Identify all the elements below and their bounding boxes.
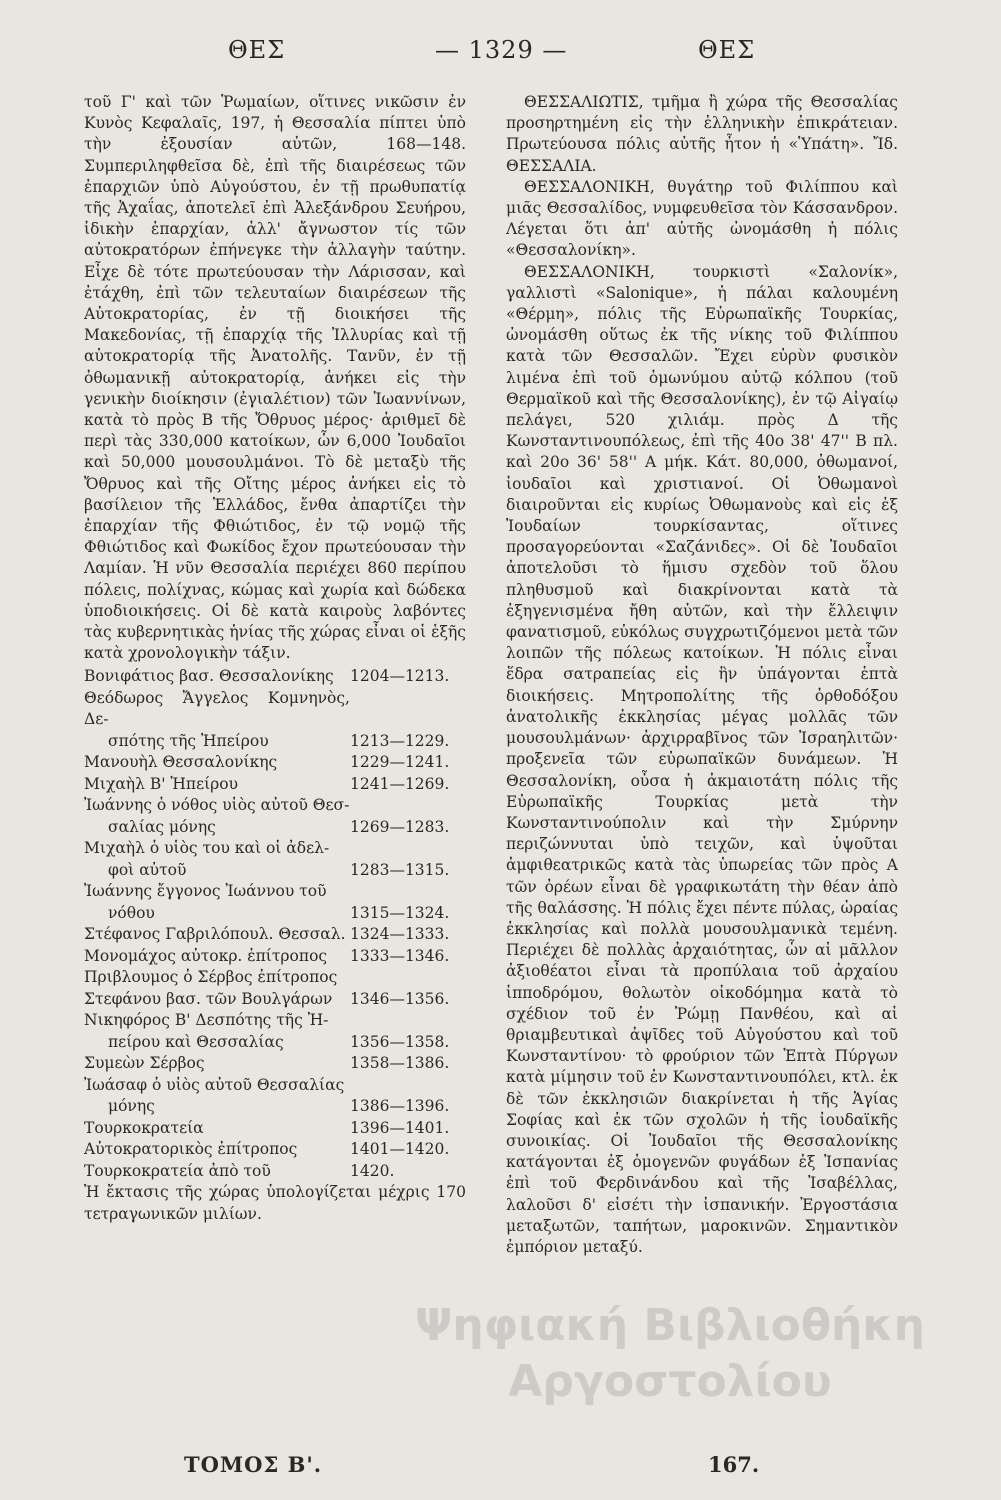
ruler-dates: 1401—1420. [350, 1140, 450, 1159]
ruler-name [84, 1118, 350, 1140]
page-header [0, 36, 1001, 76]
ruler-row [84, 1161, 466, 1183]
ruler-row [84, 688, 466, 753]
library-watermark: Ψηφιακή Βιβλιοθήκη Αργοστολίου [415, 1300, 925, 1407]
ruler-dates: 1315—1324. [350, 903, 450, 922]
ruler-name-text: Αὐτοκρατορικὸς ἐπίτροπος [84, 1140, 298, 1159]
ruler-name [84, 1010, 350, 1053]
ruler-name [84, 1139, 350, 1161]
ruler-dates: 1396—1401. [350, 1118, 450, 1137]
entry-thessaloniki-person: ΘΕΣΣΑΛΟΝΙΚΗ, θυγάτηρ τοῦ Φιλίππου καὶ μιᾶς Θεσσαλίδος, νυμφευθεῖσα τὸν Κάσσανδρον. Λέγεται ὅτι ἀπ' αὐτῆς ὠνομάσθη ἡ πόλις «Θεσσαλονίκη». [506, 177, 898, 260]
ruler-name [84, 1053, 350, 1075]
ruler-name [84, 774, 350, 796]
ruler-name-text: Μανουὴλ Θεσσαλονίκης [84, 753, 278, 772]
ruler-name-text: Τουρκοκρατεία ἀπὸ τοῦ [84, 1161, 271, 1180]
ruler-name [84, 838, 350, 881]
ruler-name [84, 752, 350, 774]
entry-thessaloniki-city: ΘΕΣΣΑΛΟΝΙΚΗ, τουρκιστὶ «Σαλονίκ», γαλλιστὶ «Salonique», ἡ πάλαι καλουμένη «Θέρμη», πόλις τῆς Εὐρωπαϊκῆς Τουρκίας, ὠνομάσθη οὕτως ἐκ τῆς νίκης τοῦ Φιλίππου κατὰ τῶν Θεσσαλῶν. Ἔχει εὐρὺν φυσικὸν λιμένα ἐπὶ τοῦ ὁμωνύμου αὐτῷ κόλπου (τοῦ Θερμαϊκοῦ καὶ τῆς Θεσσαλονίκης), ἐν τῷ Αἰγαίῳ πελάγει, 520 χιλιάμ. πρὸς Δ τῆς Κωνσταντινουπόλεως, ἐπὶ τῆς 40ο 38' 47'' Β πλ. καὶ 20ο 36' 58'' Α μήκ. Κάτ. 80,000, ὀθωμανοί, ἰουδαῖοι καὶ χριστιανοί. Οἱ Ὀθωμανοὶ διαιροῦνται εἰς κυρίως Ὀθωμανοὺς καὶ εἰς ἐξ Ἰουδαίων τουρκίσαντας, οἵτινες προσαγορεύονται «Σαζάνιδες». Οἱ δὲ Ἰουδαῖοι ἀποτελοῦσι τὸ ἥμισυ σχεδὸν τοῦ ὅλου πληθυσμοῦ καὶ διακρίνονται κατὰ τὰ ἐξηγενισμένα ἤθη αὐτῶν, καὶ τὴν ἔλλειψιν φανατισμοῦ, εὐκόλως συγχρωτιζόμενοι μετὰ τῶν λοιπῶν τῆς πόλεως κατοίκων. Ἡ πόλις εἶναι ἕδρα σατραπείας εἰς ἣν ὑπάγονται ἑπτὰ διοικήσεις. Μητροπολίτης τῆς ὀρθοδόξου ἀνατολικῆς ἐκκλησίας μέγας μολλᾶς τῶν μουσουλμάνων· ἀρχιρραβῖνος τῶν Ἰσραηλιτῶν· προξενεῖα τῶν εὐρωπαϊκῶν δυνάμεων. Ἡ Θεσσαλονίκη, οὖσα ἡ ἀκμαιοτάτη πόλις τῆς Εὐρωπαϊκῆς Τουρκίας μετὰ τὴν Κωνσταντινούπολιν καὶ τὴν Σμύρνην περιζώννυται ὑπὸ τειχῶν, καὶ ὑψοῦται ἀμφιθεατρικῶς κατὰ τὰς ὑπωρείας τῶν πρὸς Α τῶν ὀρέων εἶναι δὲ γραφικωτάτη τὴν θέαν ἀπὸ τῆς θαλάσσης. Ἡ πόλις ἔχει πέντε πύλας, ὡραίας ἐκκλησίας καὶ πολλὰ μουσουλμανικὰ τεμένη. Περιέχει δὲ πολλὰς ἀρχαιότητας, ὧν αἱ μᾶλλον ἀξιοθέατοι εἶναι τὰ προπύλαια τοῦ ἀρχαίου ἱπποδρόμου, θολωτὸν οἰκοδόμημα κατὰ τὸ σχέδιον τοῦ ἐν Ῥώμῃ Πανθέου, καὶ αἱ θριαμβευτικαὶ ἀψῖδες τοῦ Αὐγούστου καὶ τοῦ Κωνσταντίνου· τὸ φρούριον τῶν Ἑπτὰ Πύργων κατὰ μίμησιν τοῦ ἐν Κωνσταντινουπόλει, κτλ. ἐκ δὲ τῶν ἐκκλησιῶν διακρίνεται ἡ τῆς Ἁγίας Σοφίας καὶ ἐκ τῶν σχολῶν ἡ τῆς ἰουδαϊκῆς συνοικίας. Οἱ Ἰουδαῖοι τῆς Θεσσαλονίκης κατάγονται ἐξ ὁμογενῶν φυγάδων ἐξ Ἱσπανίας ἐπὶ τοῦ Φερδινάνδου καὶ τῆς Ἰσαβέλλας, λαλοῦσι δ' εἰσέτι τὴν ἱσπανικήν. Ἐργοστάσια μεταξωτῶν, ταπήτων, μαροκινῶν. Σημαντικὸν ἐμπόριον μεταξύ. [506, 262, 898, 1256]
ruler-name-text: Θεόδωρος Ἄγγελος Κομνηνὸς, Δε- [84, 688, 350, 729]
rulers-list [84, 666, 466, 1182]
ruler-dates: 1241—1269. [350, 774, 450, 793]
ruler-row [84, 989, 466, 1011]
ruler-name-text: Ἰωάννης ἔγγονος Ἰωάννου τοῦ [84, 882, 327, 901]
left-paragraph: τοῦ Γ' καὶ τῶν Ῥωμαίων, οἵτινες νικῶσιν ἐν Κυνὸς Κεφαλαῖς, 197, ἡ Θεσσαλία πίπτει ὑπὸ τὴν ἐξουσίαν αὐτῶν, 168—148. Συμπεριληφθεῖσα δὲ, ἐπὶ τῆς διαιρέσεως τῶν ἐπαρχιῶν ὑπὸ Αὐγούστου, ἐν τῇ πρωθυπατίᾳ τῆς Ἀχαΐας, ἀποτελεῖ ἐπὶ Ἀλεξάνδρου Σευήρου, ἰδικὴν ἐπαρχίαν, ἀλλ' ἄγνωστον τίς τῶν αὐτοκρατόρων ἐπήνεγκε τὴν ἀλλαγὴν ταύτην. Εἶχε δὲ τότε πρωτεύουσαν τὴν Λάρισσαν, καὶ ἐτάχθη, ἐπὶ τῶν τελευταίων διαιρέσεων τῆς Αὐτοκρατορίας, ἐν τῇ διοικήσει τῆς Μακεδονίας, τῇ ἐπαρχίᾳ τῆς Ἰλλυρίας καὶ τῇ αὐτοκρατορίᾳ τῆς Ἀνατολῆς. Τανῦν, ἐν τῇ ὀθωμανικῇ αὐτοκρατορίᾳ, ἀνήκει εἰς τὴν γενικὴν διοίκησιν (ἐγιαλέτιον) τῶν Ἰωαννίνων, κατὰ τὸ πρὸς Β τῆς Ὄθρυος μέρος· ἀριθμεῖ δὲ περὶ τὰς 330,000 κατοίκων, ὧν 6,000 Ἰουδαῖοι καὶ 50,000 μουσουλμάνοι. Τὸ δὲ μεταξὺ τῆς Ὄθρυος καὶ τῆς Οἴτης μέρος ἀνήκει εἰς τὸ βασίλειον τῆς Ἑλλάδος, ἔνθα ἀπαρτίζει τὴν ἐπαρχίαν τῆς Φθιώτιδος, ἐν τῷ νομῷ τῆς Φθιώτιδος καὶ Φωκίδος ἔχον πρωτεύουσαν τὴν Λαμίαν. Ἡ νῦν Θεσσαλία περιέχει 860 περίπου πόλεις, πολίχνας, κώμας καὶ χωρία καὶ δώδεκα ὑποδιοικήσεις. Οἱ δὲ κατὰ καιροὺς λαβόντες τὰς κυβερνητικὰς ἡνίας τῆς χώρας εἶναι οἱ ἑξῆς κατὰ χρονολογικὴν τάξιν. [84, 93, 466, 663]
header-right-keyword: ΘΕΣ [698, 36, 756, 64]
ruler-dates: 1420. [350, 1161, 395, 1180]
ruler-name-text: Μιχαὴλ Β' Ἠπείρου [84, 774, 239, 793]
ruler-name-continuation: φοὶ αὐτοῦ [108, 860, 187, 879]
folio-number: 167. [708, 1452, 760, 1477]
ruler-name-text: Νικηφόρος Β' Δεσπότης τῆς Ἠ- [84, 1011, 329, 1030]
ruler-dates: 1356—1358. [350, 1032, 450, 1051]
ruler-name-continuation: νόθου [108, 903, 155, 922]
ruler-dates: 1324—1333. [350, 925, 450, 944]
ruler-dates: 1386—1396. [350, 1097, 450, 1116]
ruler-name [84, 1161, 350, 1183]
ruler-name [84, 666, 350, 688]
ruler-name-text: Συμεὼν Σέρβος [84, 1054, 205, 1073]
ruler-dates: 1269—1283. [350, 817, 450, 836]
ruler-dates: 1333—1346. [350, 946, 450, 965]
ruler-dates: 1213—1229. [350, 731, 450, 750]
ruler-name-continuation: σπότης τῆς Ἠπείρου [108, 731, 269, 750]
ruler-name [84, 688, 350, 753]
ruler-row [84, 1010, 466, 1053]
ruler-dates: 1229—1241. [350, 753, 450, 772]
header-left-keyword: ΘΕΣ [228, 36, 286, 64]
ruler-name-text: Πριβλουμος ὁ Σέρβος ἐπίτροπος [84, 968, 338, 987]
ruler-row [84, 1053, 466, 1075]
left-column [84, 92, 466, 1225]
ruler-dates: 1283—1315. [350, 860, 450, 879]
entry-thessaliotis: ΘΕΣΣΑΛΙΩΤΙΣ, τμῆμα ἢ χώρα τῆς Θεσσαλίας προσηρτημένη εἰς τὴν ἑλληνικὴν ἐπικράτειαν. Πρωτεύουσα πόλις αὐτῆς ἦτον ἡ «Ὑπάτη». Ἴδ. ΘΕΣΣΑΛΙΑ. [506, 93, 898, 175]
right-column [506, 92, 898, 1258]
area-note: Ἡ ἔκτασις τῆς χώρας ὑπολογίζεται μέχρις 170 τετραγωνικῶν μιλίων. [84, 1183, 466, 1223]
ruler-name-text: Ἰωάσαφ ὁ υἱὸς αὐτοῦ Θεσσαλίας [84, 1075, 345, 1094]
ruler-name-text: Τουρκοκρατεία [84, 1118, 204, 1137]
ruler-name-text: Μονομάχος αὐτοκρ. ἐπίτροπος [84, 946, 328, 965]
ruler-dates: 1346—1356. [350, 989, 450, 1008]
ruler-row [84, 1075, 466, 1118]
ruler-name-continuation: πείρου καὶ Θεσσαλίας [108, 1032, 284, 1051]
ruler-name [84, 795, 350, 838]
ruler-name [84, 924, 350, 946]
ruler-name [84, 881, 350, 924]
ruler-row [84, 924, 466, 946]
ruler-row [84, 881, 466, 924]
ruler-dates: 1358—1386. [350, 1054, 450, 1073]
ruler-name-text: Στέφανος Γαβριλόπουλ. Θεσσαλ. [84, 925, 346, 944]
ruler-name-continuation: μόνης [108, 1097, 155, 1116]
ruler-name-text: Βονιφάτιος βασ. Θεσσαλονίκης [84, 667, 334, 686]
ruler-row [84, 967, 466, 989]
ruler-row [84, 774, 466, 796]
ruler-dates: 1204—1213. [350, 667, 450, 686]
ruler-name [84, 967, 350, 989]
ruler-row [84, 1139, 466, 1161]
ruler-name [84, 1075, 350, 1118]
header-page-number: — 1329 — [435, 36, 568, 64]
ruler-name [84, 946, 350, 968]
ruler-name-text: Μιχαὴλ ὁ υἱὸς του καὶ οἱ ἀδελ- [84, 839, 330, 858]
ruler-row [84, 1118, 466, 1140]
ruler-row [84, 752, 466, 774]
volume-label: ΤΟΜΟΣ Β'. [184, 1452, 323, 1477]
ruler-name-text: Στεφάνου βασ. τῶν Βουλγάρων [84, 989, 333, 1008]
ruler-name-text: Ἰωάννης ὁ νόθος υἱὸς αὐτοῦ Θεσ- [84, 796, 350, 815]
ruler-row [84, 795, 466, 838]
ruler-row [84, 666, 466, 688]
ruler-name [84, 989, 350, 1011]
ruler-row [84, 838, 466, 881]
ruler-row [84, 946, 466, 968]
ruler-name-continuation: σαλίας μόνης [108, 817, 216, 836]
